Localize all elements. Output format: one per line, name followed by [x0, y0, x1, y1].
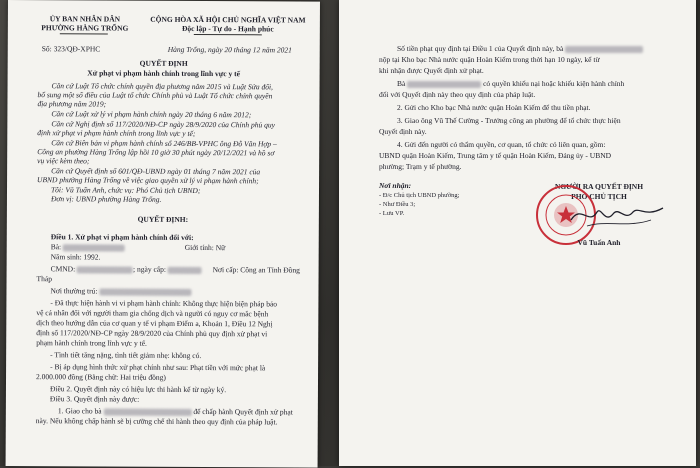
- country-line1: CỘNG HÒA XÃ HỘI CHỦ NGHĨA VIỆT NAM: [150, 14, 306, 25]
- decides-heading: QUYẾT ĐỊNH:: [137, 214, 189, 224]
- body-line: vệ cá nhân đối với người tham gia chống dịch và người có nguy cơ mắc bệnh: [36, 308, 269, 319]
- basis-line: bổ sung một số điều của Luật tổ chức Chính phủ và Luật Tổ chức chính quyền: [37, 90, 273, 101]
- basis-line: Tôi: Vũ Tuấn Anh, chức vụ: Phó Chủ tịch UBND;: [50, 185, 201, 196]
- basis-line: định xử phạt vi phạm hành chính trong lĩnh vực y tế;: [37, 128, 196, 138]
- org-line2: PHƯỜNG HÀNG TRỐNG: [41, 23, 129, 33]
- person-label: Bà:: [50, 242, 62, 252]
- org-line1: ỦY BAN NHÂN DÂN: [49, 14, 121, 24]
- cmnd-label: CMND:: [50, 264, 76, 274]
- assign-label: 1. Giao cho bà: [57, 406, 102, 416]
- body-line: phạm hành chính trong lĩnh vực y tế.: [36, 338, 147, 348]
- right-line: nộp tại Kho bạc Nhà nước quận Hoàn Kiếm trong thời hạn 10 ngày, kể từ: [379, 55, 600, 64]
- basis-line: Căn cứ Quyết định số 601/QĐ-UBND ngày 01 tháng 7 năm 2021 của: [51, 166, 261, 177]
- redacted-name: [565, 46, 643, 53]
- redacted-id: [77, 266, 133, 273]
- signer-name: Vũ Tuấn Anh: [577, 238, 621, 247]
- complaint-label: Bà: [397, 79, 406, 88]
- right-line: 4. Gửi đến người có thẩm quyền, cơ quan, tổ chức có liên quan, gồm:: [397, 140, 606, 149]
- country-line2: Độc lập - Tự do - Hạnh phúc: [181, 23, 274, 34]
- body-line: - Bị áp dụng hình thức xử phạt chính như sau: Phạt tiền với mức phạt là: [50, 362, 266, 373]
- body-line: dịch theo hướng dẫn của cơ quan y tế vi phạm Điểm a, Khoản 1, Điều 12 Nghị: [36, 318, 273, 329]
- right-line: khi nhận được Quyết định xử phạt.: [379, 66, 484, 75]
- decision-page-1: [6, 0, 320, 468]
- redacted-name: [63, 244, 125, 251]
- person-row: [51, 242, 125, 252]
- basis-line: vụ việc kèm theo;: [37, 156, 90, 166]
- recipient-item: - Lưu VP.: [379, 210, 405, 217]
- gender: Giới tính: Nữ: [184, 242, 226, 253]
- right-line: Quyết định này.: [379, 127, 427, 136]
- cmnd-date-label: ; ngày cấp:: [133, 264, 166, 274]
- article1-text: Điều 1. Xử phạt vi phạm hành chính đối với:: [50, 232, 194, 242]
- recipient-item: - Đ/c Chủ tịch UBND phường;: [379, 192, 460, 199]
- article2: Điều 2. Quyết định này có hiệu lực thi hành kể từ ngày ký.: [49, 384, 227, 395]
- right-line: 3. Giao ông Vũ Thế Cường - Trưởng công an phường để tổ chức thực hiện: [397, 116, 621, 125]
- body-line: - Đã thực hiện hành vi vi phạm hành chính: Không thực hiện biện pháp bảo: [50, 298, 278, 309]
- right-line: UBND quận Hoàn Kiếm, Trung tâm y tế quận Hoàn Kiếm, Đảng ủy - UBND: [379, 151, 612, 160]
- country-underline: [194, 34, 262, 35]
- redacted-address: [99, 288, 191, 295]
- doc-subtitle: Xử phạt vi phạm hành chính trong lĩnh vực y tế: [87, 68, 240, 79]
- decision-page-2: [339, 0, 696, 466]
- complaint-row: [397, 79, 624, 89]
- cmnd-row: [51, 264, 202, 274]
- fine-row: [397, 44, 643, 54]
- fine-text: Số tiền phạt quy định tại Điều 1 của Quyết định này, bà: [397, 44, 564, 53]
- redacted-date: [168, 267, 202, 274]
- recipients-title: Nơi nhận:: [379, 181, 412, 190]
- basis-line: Căn cứ Luật Tổ chức chính quyền địa phương năm 2015 và Luật Sửa đổi,: [51, 81, 273, 92]
- article3: Điều 3. Quyết định này được:: [49, 394, 140, 404]
- basis-line: Căn cứ Biên bản vi phạm hành chính số 246/BB-VPHC ông Đỗ Văn Hợp –: [51, 138, 277, 149]
- basis-line: Căn cứ Nghị định số 117/2020/NĐ-CP ngày 28/9/2020 của Chính phủ quy: [51, 119, 275, 130]
- document-number: Số: 323/QĐ-XPHC: [41, 44, 101, 54]
- assign-rest: để chấp hành Quyết định xử phạt: [193, 406, 293, 417]
- handwritten-signature-icon: [567, 198, 667, 234]
- body-line: - Tình tiết tăng nặng, tình tiết giảm nhẹ: không có.: [50, 350, 202, 361]
- basis-line: UBND phường Hàng Trống về việc giao quyền xử lý vi phạm hành chính;: [37, 175, 259, 186]
- complaint-text: có quyền khiếu nại hoặc khiếu kiện hành chính: [483, 79, 625, 88]
- birth-year: Năm sinh: 1992.: [50, 252, 101, 262]
- basis-line: Căn cứ Luật xử lý vi phạm hành chính ngày 20 tháng 6 năm 2012;: [51, 109, 252, 120]
- recipient-item: - Như Điều 3;: [379, 201, 416, 208]
- article1-heading: [51, 232, 194, 242]
- basis-line: Đơn vị: UBND phường Hàng Trống.: [50, 194, 162, 204]
- right-line: 2. Gửi cho Kho bạc Nhà nước quận Hoàn Kiếm để thu tiền phạt.: [397, 103, 591, 112]
- body-line: này. Nếu không chấp hành sẽ bị cưỡng chế thi hành theo quy định của pháp luật.: [35, 416, 278, 427]
- body-line: 2.000.000 đồng (Bằng chữ: Hai triệu đồng): [36, 372, 166, 382]
- issuer: Nơi cấp: Công an Tỉnh Đồng: [212, 265, 300, 275]
- basis-line: Công an phường Hàng Trống lập hồi 10 giờ 30 phút ngày 20/12/2021 và hồ sơ: [37, 147, 275, 158]
- date-line: Hàng Trống, ngày 20 tháng 12 năm 2021: [167, 44, 292, 55]
- signer-role: PHÓ CHỦ TỊCH: [571, 192, 627, 201]
- org-underline: [60, 33, 108, 34]
- doc-title: QUYẾT ĐỊNH: [139, 58, 188, 68]
- basis-line: địa phương năm 2019;: [37, 99, 107, 109]
- redacted-name: [407, 81, 481, 88]
- right-line: phường; Trạm y tế phường.: [379, 162, 462, 171]
- residence-label: Nơi thường trú:: [50, 286, 98, 296]
- issuer-cont: Tháp: [36, 274, 52, 284]
- body-line: định số 117/2020/NĐ-CP ngày 28/9/2020 của Chính phủ quy định xử phạt vi: [36, 328, 268, 339]
- residence-row: [50, 286, 191, 296]
- redacted-name: [103, 408, 191, 415]
- signer-title: NGƯỜI RA QUYẾT ĐỊNH: [554, 182, 644, 191]
- right-line: đối với Quyết định này theo quy định của pháp luật.: [379, 90, 536, 99]
